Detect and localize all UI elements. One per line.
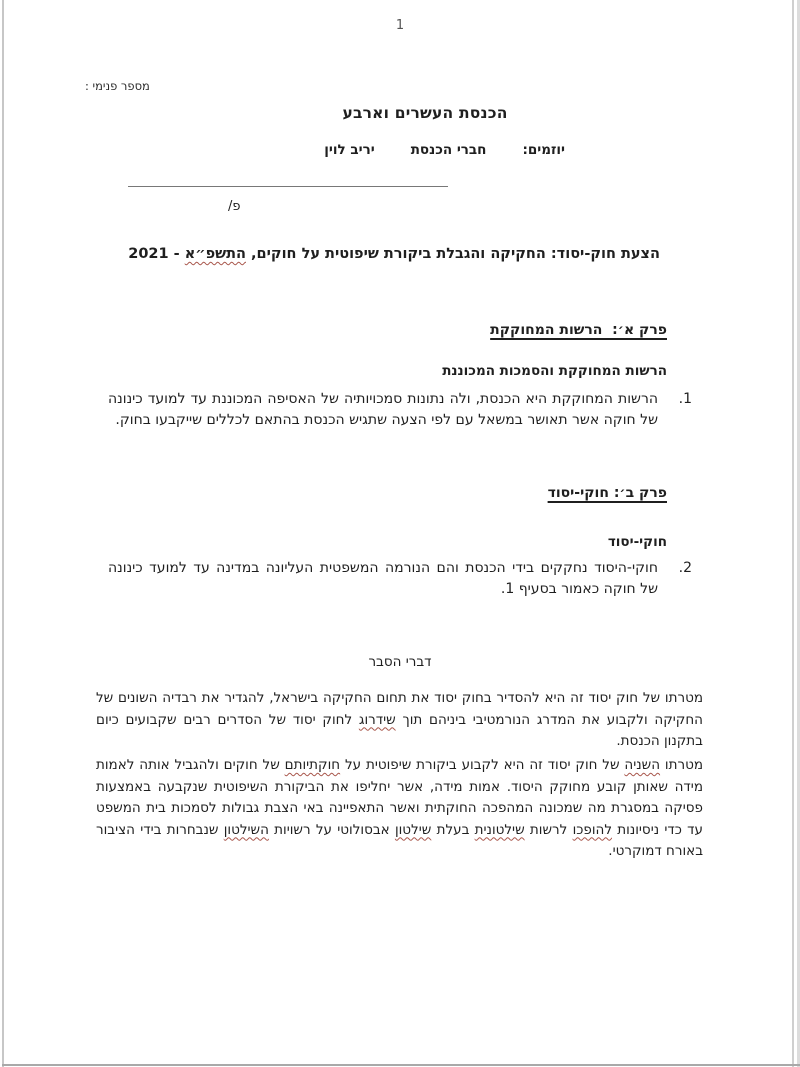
misspelled-word: שידרוג (358, 711, 396, 728)
page-number: 1 (395, 18, 405, 33)
initiators-row (324, 142, 565, 158)
initiator-name: יריב לוין (324, 142, 375, 158)
text-segment: לרשות (524, 821, 573, 838)
text-segment: מטרתו של חוק יסוד זה היא להסדיר בחוק יסוד את תחום החקיקה בישראל, להגדיר את רבדיה השונים של החקיקה ולקבוע את המדרג הנורמטיבי ביניהם תוך (96, 690, 704, 728)
text-segment: מטרתו (660, 757, 703, 773)
law-item-1 (108, 389, 692, 431)
chapter-a-heading: פרק א׳: הרשות המחוקקת (490, 322, 667, 338)
text-segment: של חוק יסוד זה היא לקבוע ביקורת שיפוטית על (340, 757, 625, 773)
initiators-label: יוזמים: (522, 142, 565, 158)
text-segment: - 2021 (128, 246, 185, 262)
bill-title (128, 246, 660, 262)
initiators-group: חברי הכנסת (410, 142, 487, 158)
misspelled-word: השניה (624, 757, 661, 773)
text-segment: הצעת חוק-יסוד: החקיקה והגבלת ביקורת שיפוטית על חוקים, (245, 246, 660, 262)
page-edge-bottom (2, 1064, 800, 1066)
knesset-session-title: הכנסת העשרים וארבע (342, 104, 508, 122)
law-item-2-number: 2. (678, 560, 692, 576)
law-item-2 (108, 558, 692, 600)
misspelled-word: שילטונית (474, 821, 525, 838)
text-segment: בעלת (431, 821, 475, 838)
text-segment: שנבחרות בידי הציבור באורח דמוקרטי. (96, 821, 703, 859)
law-item-1-text: הרשות המחוקקת היא הכנסת, ולה נתונות סמכויותיה של האסיפה המכוננת עד למועד כינונה של חוקה אשר תאושר במשאל עם לפי הצעה שתגיש הכנסת בהתאם לכללים שייקבעו בחוק. (108, 391, 658, 428)
chapter-a-side-title: הרשות המחוקקת והסמכות המכוננת (442, 363, 667, 379)
page-edge-left (2, 0, 4, 1067)
signature-line (128, 186, 448, 187)
law-item-1-number: 1. (678, 391, 692, 407)
misspelled-word: חוקתיותם (284, 757, 341, 773)
misspelled-word: השילטון (223, 821, 269, 838)
text-segment: לחוק יסוד של הסדרים רבים שקבועים כיום בתקנון הכנסת. (96, 711, 703, 749)
text-segment: של חוקים ולהגביל אותה לאמות מידה שאותן קובע מחוקק היסוד. אמות מידה, אשר יחליפו את הביקורת השיפוטית שנקבעה באמצעות פסיקה במסגרת מה שמכונה המהפכה החוקתית ואשר התאפיינה באי הצבת גבולות לסמכות בית המשפט עד כדי ניסיונות (96, 757, 703, 838)
misspelled-word: שילטון (394, 821, 432, 838)
file-mark: פ/ (228, 199, 241, 214)
law-item-2-text: חוקי-היסוד נחקקים בידי הכנסת והם הנורמה המשפטית העליונה במדינה עד למועד כינונה של חוקה כאמור בסעיף 1. (108, 560, 658, 597)
explanatory-paragraph-1 (96, 688, 703, 753)
chapter-b-side-title: חוקי-יסוד (607, 534, 667, 550)
chapter-b-heading: פרק ב׳: חוקי-יסוד (547, 485, 667, 501)
misspelled-word: להופכו (572, 821, 613, 838)
text-segment: אבסולוטי על רשויות (268, 821, 395, 838)
misspelled-word: התשפ״א (184, 246, 246, 262)
explanatory-paragraph-2 (96, 755, 703, 863)
explanatory-notes-heading: דברי הסבר (368, 654, 432, 670)
page-edge-right-inner (792, 0, 794, 1067)
internal-number-label: מספר פנימי : (85, 79, 150, 93)
